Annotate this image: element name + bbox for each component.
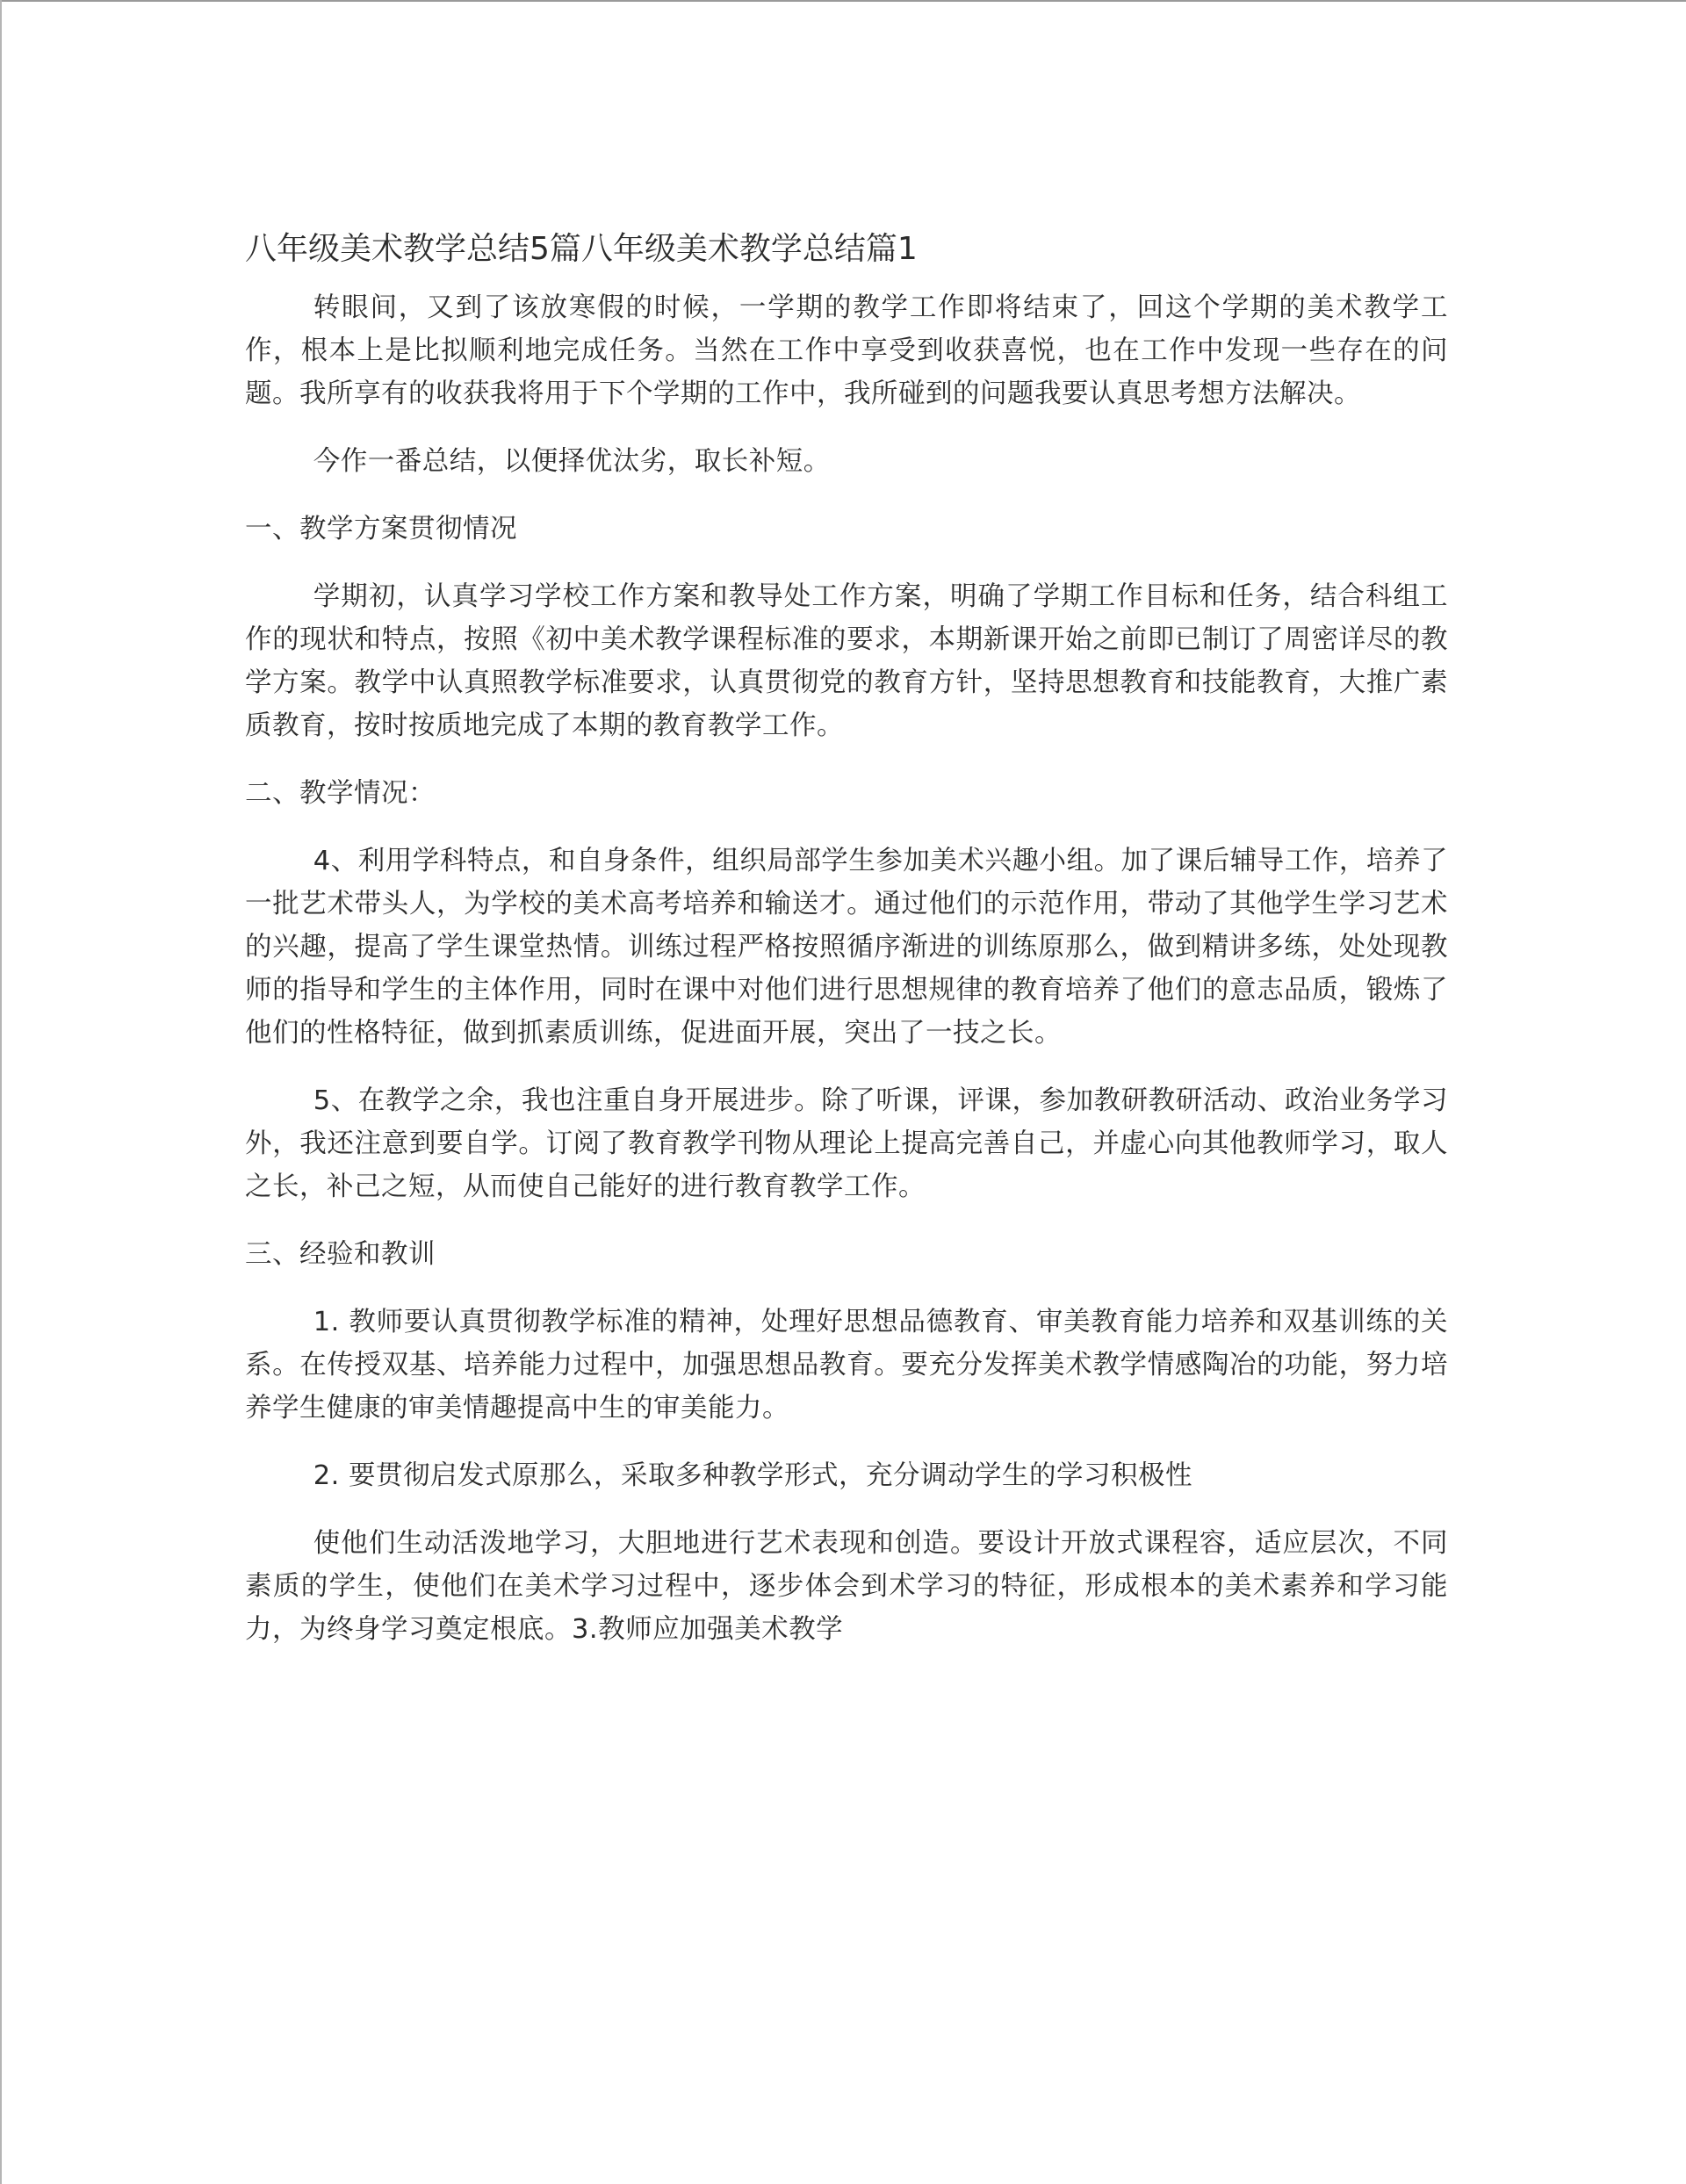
paragraph-experience-1: 1. 教师要认真贯彻教学标准的精神，处理好思想品德教育、审美教育能力培养和双基训练的关系。在传授双基、培养能力过程中，加强思想品教育。要充分发挥美术教学情感陶冶的功能，努力培养学生健康的审美情趣提高中生的审美能力。	[245, 1307, 1448, 1424]
paragraph-item-5: 5、在教学之余，我也注重自身开展进步。除了听课，评课，参加教研教研活动、政治业务学习外，我还注意到要自学。订阅了教育教学刊物从理论上提高完善自己，并虚心向其他教师学习，取人之长，补己之短，从而使自己能好的进行教育教学工作。	[245, 1085, 1448, 1202]
paragraph-summary-purpose: 今作一番总结，以便择优汰劣，取长补短。	[313, 446, 831, 477]
section-heading-teaching: 二、教学情况：	[245, 778, 436, 809]
paragraph-experience-2: 2. 要贯彻启发式原那么，采取多种教学形式，充分调动学生的学习积极性	[313, 1460, 1193, 1491]
paragraph-plan: 学期初，认真学习学校工作方案和教导处工作方案，明确了学期工作目标和任务，结合科组工作的现状和特点，按照《初中美术教学课程标准的要求，本期新课开始之前即已制订了周密详尽的教学方案。教学中认真照教学标准要求，认真贯彻党的教育方针，坚持思想教育和技能教育，大推广素质教育，按时按质地完成了本期的教育教学工作。	[245, 581, 1448, 741]
page-top-border	[0, 0, 1686, 2]
document-body	[245, 223, 1448, 1676]
section-heading-experience: 三、经验和教训	[245, 1239, 436, 1270]
paragraph-experience-2-cont: 使他们生动活泼地学习，大胆地进行艺术表现和创造。要设计开放式课程容，适应层次，不同素质的学生，使他们在美术学习过程中，逐步体会到术学习的特征，形成根本的美术素养和学习能力，为终身学习奠定根底。3.教师应加强美术教学	[245, 1528, 1448, 1645]
page-left-border	[0, 0, 2, 2184]
document-title: 八年级美术教学总结5篇八年级美术教学总结篇1	[245, 231, 918, 267]
paragraph-intro: 转眼间，又到了该放寒假的时候，一学期的教学工作即将结束了，回这个学期的美术教学工作，根本上是比拟顺利地完成任务。当然在工作中享受到收获喜悦，也在工作中发现一些存在的问题。我所享有的收获我将用于下个学期的工作中，我所碰到的问题我要认真思考想方法解决。	[245, 292, 1448, 409]
paragraph-item-4: 4、利用学科特点，和自身条件，组织局部学生参加美术兴趣小组。加了课后辅导工作，培养了一批艺术带头人，为学校的美术高考培养和输送才。通过他们的示范作用，带动了其他学生学习艺术的兴趣，提高了学生课堂热情。训练过程严格按照循序渐进的训练原那么，做到精讲多练，处处现教师的指导和学生的主体作用，同时在课中对他们进行思想规律的教育培养了他们的意志品质，锻炼了他们的性格特征，做到抓素质训练，促进面开展，突出了一技之长。	[245, 846, 1448, 1049]
section-heading-plan: 一、教学方案贯彻情况	[245, 514, 517, 544]
